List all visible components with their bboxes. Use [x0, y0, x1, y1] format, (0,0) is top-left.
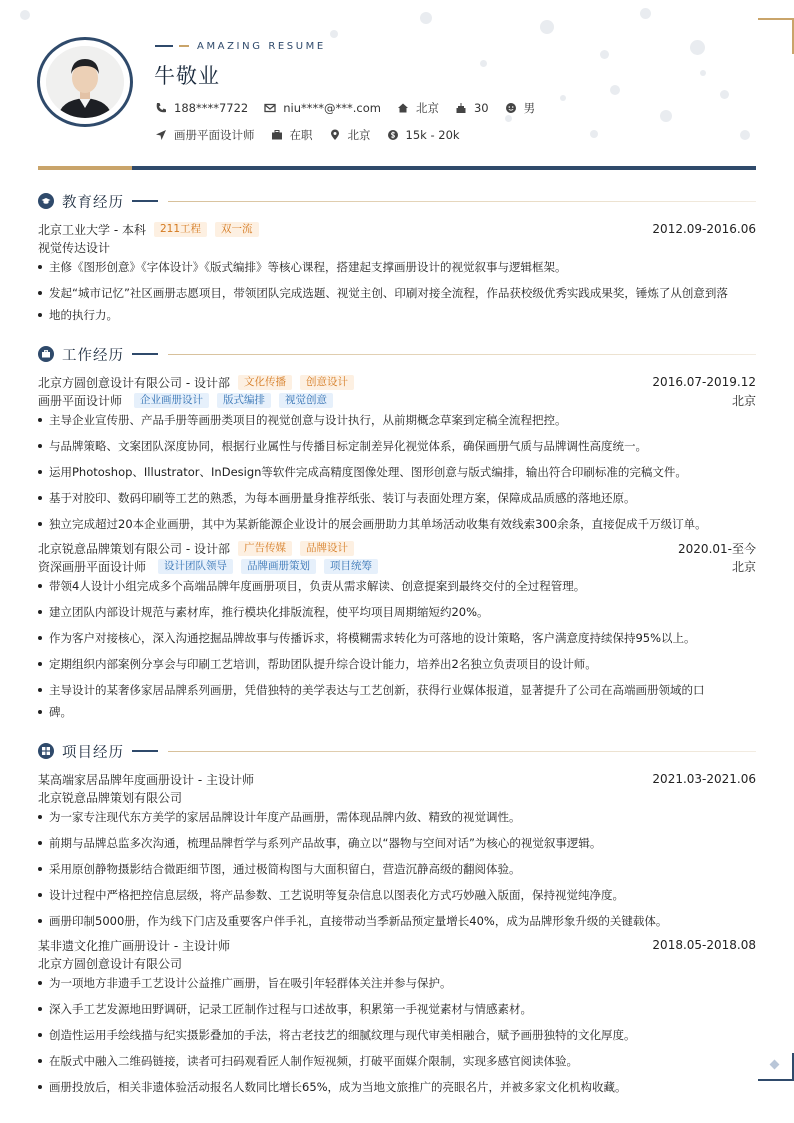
education-major-line — [38, 239, 756, 255]
list-item: 与品牌策略、文案团队深度协同，根据行业属性与传播目标定制差异化视觉体系，确保画册气质与品牌调性高度统一。 — [38, 435, 756, 457]
skill-tag: 设计团队领导 — [158, 559, 233, 574]
list-item: 在版式中融入二维码链接，读者可扫码观看匠人制作短视频，打破平面媒介限制，实现多感官阅读体验。 — [38, 1050, 756, 1072]
smile-icon — [505, 102, 517, 114]
skill-tag: 品牌画册策划 — [241, 559, 316, 574]
project-name: 某高端家居品牌年度画册设计 - 主设计师 — [38, 772, 254, 787]
list-item: 发起“城市记忆”社区画册志愿项目，带领团队完成选题、视觉主创、印刷对接全流程，作品获校级优秀实践成果奖，锤炼了从创意到落 — [38, 282, 756, 304]
gender-text: 男 — [523, 101, 536, 115]
city-text: 北京 — [347, 128, 371, 142]
list-item: 创造性运用手绘线描与纪实摄影叠加的手法，将古老技艺的细腻纹理与现代审美相融合，赋予画册独特的文化厚度。 — [38, 1024, 756, 1046]
job-title: 画册平面设计师 — [38, 393, 123, 408]
phone-icon — [155, 102, 167, 114]
skill-tag: 企业画册设计 — [134, 393, 209, 408]
section-project-header — [38, 742, 756, 760]
list-item-continuation: 碑。 — [38, 701, 756, 723]
list-item: 主导企业宣传册、产品手册等画册类项目的视觉创意与设计执行，从前期概念草案到定稿全流程把控。 — [38, 409, 756, 431]
list-item: 采用原创静物摄影结合微距细节图，通过极简构图与大面积留白，营造沉静高级的翻阅体验。 — [38, 858, 756, 880]
industry-tag: 广告传媒 — [238, 541, 292, 556]
work-role-line — [38, 392, 756, 408]
industry-tag: 文化传播 — [238, 375, 292, 390]
diamond-icon — [770, 1060, 780, 1070]
list-item: 画册投放后，相关非遗体验活动报名人数同比增长65%，成为当地文旅推广的亮眼名片，并被多家文化机构收藏。 — [38, 1076, 756, 1098]
briefcase-icon — [38, 346, 54, 362]
section-title: 工作经历 — [62, 347, 124, 364]
grid-icon — [38, 743, 54, 759]
project-name: 某非遗文化推广画册设计 - 主设计师 — [38, 938, 230, 953]
work-period: 2016.07-2019.12 — [652, 375, 756, 389]
list-item: 设计过程中严格把控信息层级，将产品参数、工艺说明等复杂信息以图表化方式巧妙融入版面，保持视觉纯净度。 — [38, 884, 756, 906]
industry-tag: 创意设计 — [300, 375, 354, 390]
work-location: 北京 — [731, 559, 756, 574]
list-item: 主导设计的某奢侈家居品牌系列画册，凭借独特的美学表达与工艺创新，获得行业媒体报道，显著提升了公司在高端画册领域的口 — [38, 679, 756, 701]
list-item: 画册印制5000册，作为线下门店及重要客户伴手礼，直接带动当季新品预定量增长40%，成为品牌形象升级的关键载体。 — [38, 910, 756, 932]
email-text: niu****@***.com — [283, 101, 381, 115]
personal-info-row — [155, 100, 551, 116]
project-company: 北京锐意品牌策划有限公司 — [38, 790, 183, 805]
work-period: 2020.01-至今 — [678, 541, 756, 556]
section-title: 教育经历 — [62, 194, 124, 211]
school-tag: 双一流 — [215, 222, 259, 237]
phone-text: 188****7722 — [174, 101, 249, 115]
corner-ornament-bottom-right — [758, 1053, 794, 1081]
graduation-cap-icon — [38, 193, 54, 209]
project-heading — [38, 771, 756, 787]
work-heading — [38, 540, 756, 556]
company-name: 北京锐意品牌策划有限公司 - 设计部 — [38, 541, 230, 556]
education-period: 2012.09-2016.06 — [652, 222, 756, 236]
header-divider-bar — [38, 166, 756, 170]
education-heading — [38, 221, 756, 237]
section-work-header — [38, 345, 756, 363]
list-item: 前期与品牌总监多次沟通，梳理品牌哲学与系列产品故事，确立以“器物与空间对话”为核心的视觉叙事逻辑。 — [38, 832, 756, 854]
list-item: 独立完成超过20本企业画册，其中为某新能源企业设计的展会画册助力其单场活动收集有效线索300余条，直接促成千万级订单。 — [38, 513, 756, 535]
list-item: 主修《图形创意》《字体设计》《版式编排》等核心课程，搭建起支撑画册设计的视觉叙事与逻辑框架。 — [38, 256, 756, 278]
hometown-text: 北京 — [415, 101, 439, 115]
section-title: 项目经历 — [62, 744, 124, 761]
briefcase-icon — [271, 129, 283, 141]
list-item-continuation: 地的执行力。 — [38, 304, 756, 326]
list-item: 建立团队内部设计规范与素材库，推行模块化排版流程，使平均项目周期缩短约20%。 — [38, 601, 756, 623]
avatar — [37, 37, 133, 127]
project-company: 北京方圆创意设计有限公司 — [38, 956, 183, 971]
school-name: 北京工业大学 - 本科 — [38, 222, 146, 237]
location-pin-icon — [329, 129, 341, 141]
job-target-text: 画册平面设计师 — [174, 128, 255, 142]
work-heading — [38, 374, 756, 390]
skill-tag: 版式编排 — [217, 393, 271, 408]
industry-tag: 品牌设计 — [300, 541, 354, 556]
age-text: 30 — [473, 101, 489, 115]
salary-icon — [387, 129, 399, 141]
major: 视觉传达设计 — [38, 240, 111, 255]
candidate-name: 牛敬业 — [154, 64, 220, 88]
status-text: 在职 — [289, 128, 313, 142]
cake-icon — [455, 102, 467, 114]
project-company-line — [38, 789, 756, 805]
project-period: 2018.05-2018.08 — [652, 938, 756, 952]
work-role-line — [38, 558, 756, 574]
tagline-text: AMAZING RESUME — [197, 40, 326, 52]
home-icon — [397, 102, 409, 114]
list-item: 定期组织内部案例分享会与印刷工艺培训，帮助团队提升综合设计能力，培养出2名独立负责项目的设计师。 — [38, 653, 756, 675]
avatar-photo — [46, 46, 124, 118]
list-item: 基于对胶印、数码印刷等工艺的熟悉，为每本画册量身推荐纸张、装订与表面处理方案，保障成品质感的落地还原。 — [38, 487, 756, 509]
email-icon — [264, 102, 276, 114]
project-heading — [38, 937, 756, 953]
work-location: 北京 — [731, 393, 756, 408]
list-item: 作为客户对接核心，深入沟通挖掘品牌故事与传播诉求，将模糊需求转化为可落地的设计策略，客户满意度持续保持95%以上。 — [38, 627, 756, 649]
skill-tag: 视觉创意 — [279, 393, 333, 408]
job-intent-row — [155, 127, 476, 143]
tagline — [155, 39, 326, 53]
project-company-line — [38, 955, 756, 971]
company-name: 北京方圆创意设计有限公司 - 设计部 — [38, 375, 230, 390]
list-item: 带领4人设计小组完成多个高端品牌年度画册项目，负责从需求解读、创意提案到最终交付的全过程管理。 — [38, 575, 756, 597]
list-item: 运用Photoshop、Illustrator、InDesign等软件完成高精度图像处理、图形创意与版式编排，输出符合印刷标准的完稿文件。 — [38, 461, 756, 483]
salary-text: 15k - 20k — [405, 128, 460, 142]
job-title: 资深画册平面设计师 — [38, 559, 147, 574]
list-item: 深入手工艺发源地田野调研，记录工匠制作过程与口述故事，积累第一手视觉素材与情感素材。 — [38, 998, 756, 1020]
school-tag: 211工程 — [154, 222, 207, 237]
send-icon — [155, 129, 167, 141]
skill-tag: 项目统筹 — [324, 559, 378, 574]
list-item: 为一家专注现代东方美学的家居品牌设计年度产品画册，需体现品牌内敛、精致的视觉调性。 — [38, 806, 756, 828]
list-item: 为一项地方非遗手工艺设计公益推广画册，旨在吸引年轻群体关注并参与保护。 — [38, 972, 756, 994]
corner-ornament-top-right — [758, 18, 794, 54]
project-period: 2021.03-2021.06 — [652, 772, 756, 786]
section-education-header — [38, 192, 756, 210]
